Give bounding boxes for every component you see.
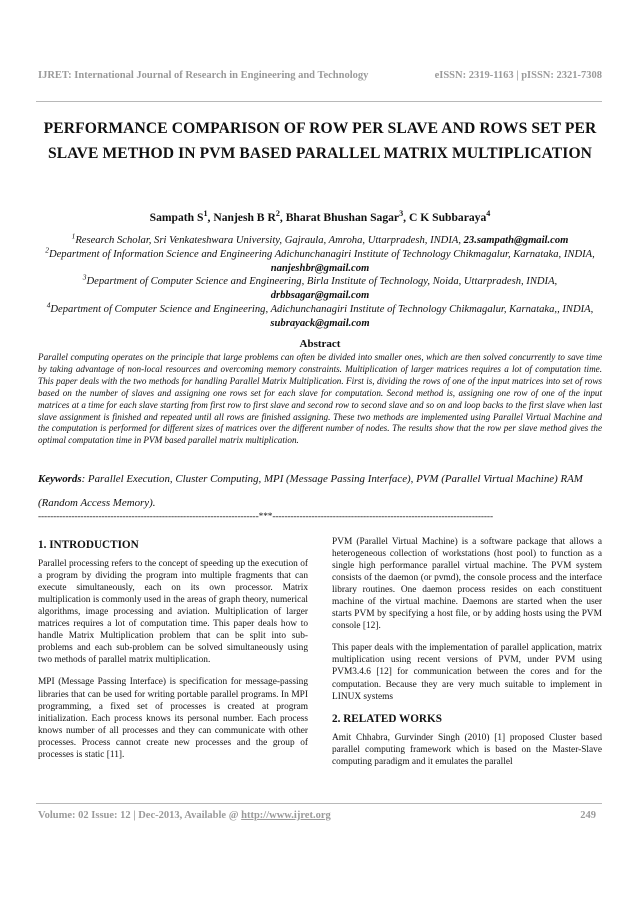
author: Nanjesh B $R^2$, xyxy=(213,209,286,224)
paragraph: This paper deals with the implementation of parallel application, matrix multiplication using recent versions of PVM, under PVM using PVM3.4.6 [12] for communication between the cores and for the computation. Because they are very much suitable to implement in LINUX systems xyxy=(332,643,602,702)
paragraph: PVM (Parallel Virtual Machine) is a software package that allows a heterogeneous collection of workstations (host pool) to function as a single high performance parallel virtual machine. The PVM system consists of the daemon (or pvmd), the console process and the interface library routines. One daemon process resides on each constituent machine of the virtual machine. Daemons are started when the user starts PVM by specifying a host file, or by adding hosts using the PVM console [12]. xyxy=(332,537,602,632)
paper-title: PERFORMANCE COMPARISON OF ROW PER SLAVE AND ROWS SET PER SLAVE METHOD IN PVM BASED PARALLEL MATRIX MULTIPLICATION xyxy=(43,120,597,162)
keywords-text: : Parallel Execution, Cluster Computing, MPI (Message Passing Interface), PVM (Parallel Virtual Machine) RAM (Random Access Memory). xyxy=(38,473,583,509)
affiliation: $^2$Department of Information Science and Engineering Adichunchanagiri Institute of Technology Chikmagalur, Karnataka, INDIA, nanjeshbr@gmail.com xyxy=(45,245,595,274)
issn: eISSN: 2319-1163 | pISSN: 2321-7308 xyxy=(434,70,602,81)
running-footer xyxy=(38,810,596,821)
paragraph: MPI (Message Passing Interface) is specification for message-passing libraries that can be used for writing portable parallel programs. In MPI programming, a fixed set of processes is created at program initialization. Each process knows its personal number. Each process knows number of all processes and they can communicate with other processes. Process cannot create new processes and the group of processes is static [11]. xyxy=(38,677,308,760)
header-rule xyxy=(36,101,602,102)
email-link[interactable]: subrayack@gmail.com xyxy=(270,317,370,329)
author: Sampath $S^1$, xyxy=(149,209,214,224)
author-list xyxy=(40,211,600,225)
abstract-heading: Abstract xyxy=(299,338,341,350)
page-number: 249 xyxy=(580,810,596,821)
author: Bharat Bhushan Sagar$^3$, xyxy=(285,209,409,224)
affiliation: $^1$Research Scholar, Sri Venkateshwara University, Gajraula, Amroha, Uttarpradesh, INDIA, 23.sampath@gmail.com xyxy=(71,231,569,246)
left-column xyxy=(38,539,308,771)
section-separator: -------------------------------------------------------------------------***------------------------------------------------------------------------- xyxy=(38,512,493,522)
section-heading-related-works: 2. RELATED WORKS xyxy=(332,712,442,725)
journal-url-link[interactable]: http://www.ijret.org xyxy=(241,810,331,821)
section-heading-introduction: 1. INTRODUCTION xyxy=(38,539,139,551)
footer-rule xyxy=(36,803,602,804)
journal-name: IJRET: International Journal of Research in Engineering and Technology xyxy=(38,70,369,81)
paragraph: Amit Chhabra, Gurvinder Singh (2010) [1] proposed Cluster based parallel computing framework which is based on the Master-Slave computing paradigm and it emulates the parallel xyxy=(332,732,602,767)
running-header xyxy=(38,70,602,81)
keywords-label: Keywords xyxy=(38,473,82,485)
right-column xyxy=(332,536,602,778)
email-link[interactable]: nanjeshbr@gmail.com xyxy=(270,262,370,274)
email-link[interactable]: 23.sampath@gmail.com xyxy=(463,235,569,246)
volume-info: Volume: 02 Issue: 12 | Dec-2013, Available @ http://www.ijret.org xyxy=(38,810,331,821)
affiliation: $^4$Department of Computer Science and Engineering, Adichunchanagiri Institute of Technology Chikmagalur, Karnataka,, INDIA, subrayack@gmail.com xyxy=(46,300,594,329)
abstract-text: Parallel computing operates on the principle that large problems can often be divided into smaller ones, which are then solved concurrently to save time by taking advantage of non-local resources and overcoming memory constraints. Multiplication of larger matrices requires a lot of computation time. This paper deals with the two methods for handling Parallel Matrix Multiplication. First is, dividing the rows of one of the input matrices into set of rows based on the number of slaves and assigning one rows set for each slave for computation. Second method is, assigning one row of one of the input matrices at a time for each slave starting from first row to first slave and second row to second slave and so on and loop backs to the first slave when last slave assignment is finished and repeated until all rows are finished assigning. These two methods are implemented using Parallel Virtual Machine and the computation is performed for different sizes of matrices over the different number of nodes. The results show that the row per slave method gives the optimal computation time in PVM based parallel matrix multiplication. xyxy=(38,352,602,446)
paragraph: Parallel processing refers to the concept of speeding up the execution of a program by dividing the program into multiple fragments that can execute simultaneously, each on its own processor. Matrix multiplication is commonly used in the areas of graph theory, numerical algorithms, image processing and aviation. Multiplication of larger matrices requires a lot of computation time. This paper deals how to handle Matrix Multiplication problem that can be split into sub-problems and each sub-problem can be solved simultaneously using two methods of parallel matrix multiplication. xyxy=(38,559,308,666)
keywords xyxy=(38,467,602,515)
affiliations xyxy=(36,231,604,331)
author: C K Subbaraya$^4$ xyxy=(408,209,491,224)
email-link[interactable]: drbbsagar@gmail.com xyxy=(270,290,370,302)
affiliation: $^3$Department of Computer Science and Engineering, Birla Institute of Technology, Noida, Uttarpradesh, INDIA, drbbsagar@gmail.com xyxy=(82,272,558,302)
